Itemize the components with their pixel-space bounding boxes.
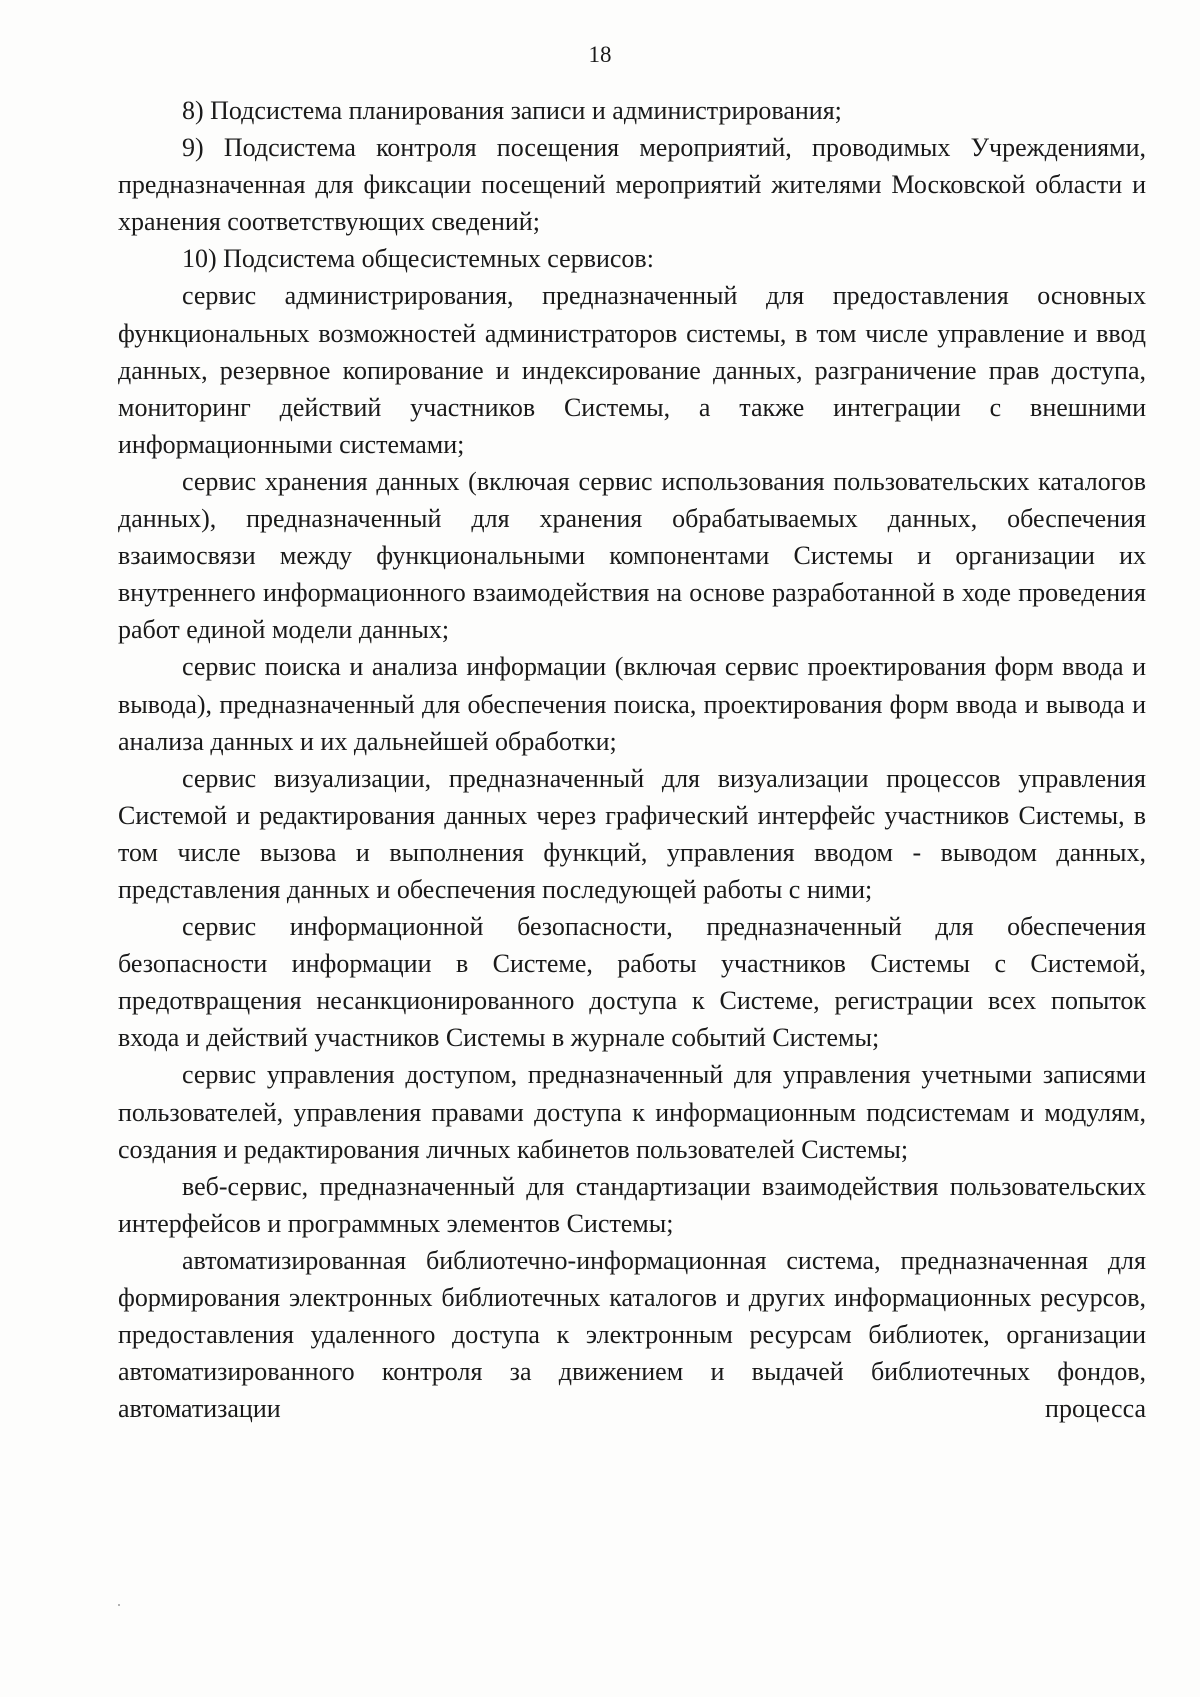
paragraph-subsystem-9: 9) Подсистема контроля посещения мероприятий, проводимых Учреждениями, предназначенная для фиксации посещений мероприятий жителями Московской области и хранения соответствующих сведений;: [118, 133, 1146, 237]
page-number: 18: [588, 42, 612, 67]
paragraph-library-system: автоматизированная библиотечно-информационная система, предназначенная для формирования электронных библиотечных каталогов и других информационных ресурсов, предоставления удаленного доступа к электронным ресурсам библиотек, организации автоматизированного контроля за движением и выдачей библиотечных фондов, автоматизации процесса: [118, 1245, 1146, 1424]
paragraph-access-service: сервис управления доступом, предназначенный для управления учетными записями пользователей, управления правами доступа к информационным подсистемам и модулям, создания и редактирования личных кабинетов пользователей Системы;: [118, 1060, 1146, 1164]
paragraph-subsystem-10: 10) Подсистема общесистемных сервисов:: [182, 244, 654, 274]
paragraph-security-service: сервис информационной безопасности, предназначенный для обеспечения безопасности информации в Системе, работы участников Системы с Системой, предотвращения несанкционированного доступа к Системе, регистрации всех попыток входа и действий участников Системы в журнале событий Системы;: [118, 912, 1146, 1053]
scan-artifact-dot: [118, 1604, 120, 1606]
document-body: [118, 92, 1146, 1427]
paragraph-storage-service: сервис хранения данных (включая сервис использования пользовательских каталогов данных), предназначенный для хранения обрабатываемых данных, обеспечения взаимосвязи между функциональными компонентами Системы и организации их внутреннего информационного взаимодействия на основе разработанной в ходе проведения работ единой модели данных;: [118, 466, 1146, 645]
paragraph-search-service: сервис поиска и анализа информации (включая сервис проектирования форм ввода и вывода), предназначенный для обеспечения поиска, проектирования форм ввода и вывода и анализа данных и их дальнейшей обработки;: [118, 652, 1146, 756]
paragraph-web-service: веб-сервис, предназначенный для стандартизации взаимодействия пользовательских интерфейсов и программных элементов Системы;: [118, 1171, 1146, 1238]
paragraph-admin-service: сервис администрирования, предназначенный для предоставления основных функциональных возможностей администраторов системы, в том числе управление и ввод данных, резервное копирование и индексирование данных, разграничение прав доступа, мониторинг действий участников Системы, а также интеграции с внешними информационными системами;: [118, 281, 1146, 459]
paragraph-visualization-service: сервис визуализации, предназначенный для визуализации процессов управления Системой и редактирования данных через графический интерфейс участников Системы, в том числе вызова и выполнения функций, управления вводом - выводом данных, представления данных и обеспечения последующей работы с ними;: [118, 763, 1146, 904]
paragraph-subsystem-8: 8) Подсистема планирования записи и администрирования;: [182, 96, 842, 125]
